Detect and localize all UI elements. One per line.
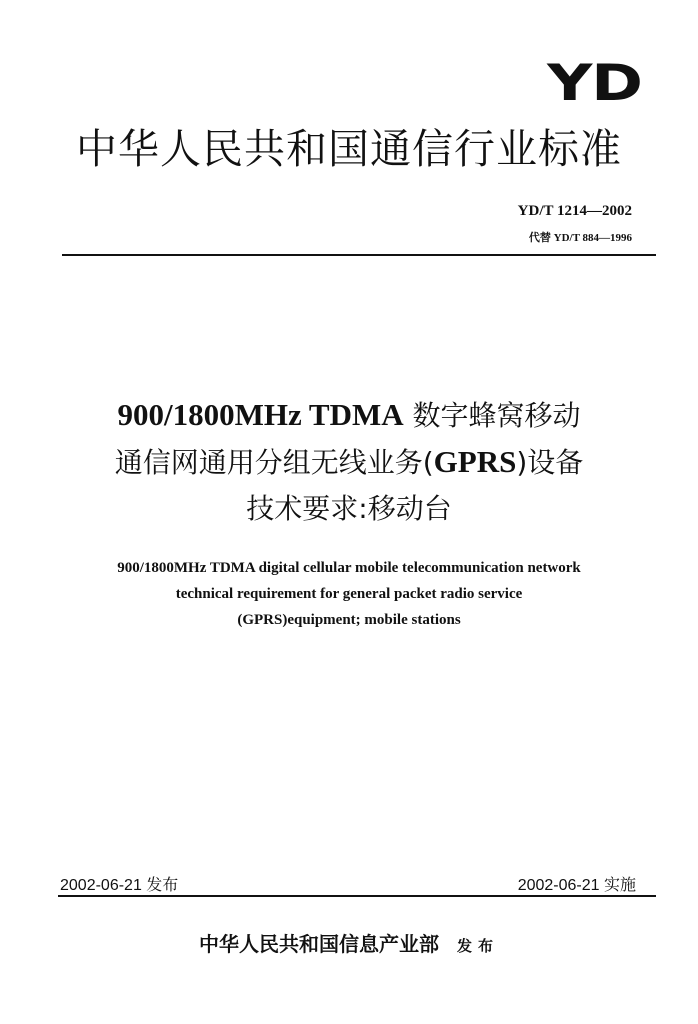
- header-divider: [62, 254, 656, 256]
- document-title-chinese: [0, 392, 698, 532]
- standard-number: YD/T 1214—2002: [517, 203, 632, 219]
- en-title-line-2: technical requirement for general packet radio service: [175, 586, 523, 602]
- publisher-name: 中华人民共和国信息产业部: [198, 932, 439, 956]
- implementation-date: 2002-06-21 实施: [517, 877, 636, 894]
- cn-title-line-1: [0, 392, 698, 439]
- en-title-line-1: 900/1800MHz TDMA digital cellular mobile telecommunication network: [117, 560, 581, 576]
- cn-title-line-2: [0, 439, 698, 486]
- document-title-english: [0, 555, 698, 633]
- cn-title-line-3: 技术要求:移动台: [246, 492, 452, 525]
- publish-action: 发布: [456, 937, 499, 955]
- replaces-standard: 代替 YD/T 884—1996: [528, 232, 632, 244]
- cn-title-line-1-text: 数字蜂窝移动: [412, 399, 581, 432]
- issue-date: 2002-06-21 发布: [60, 877, 179, 894]
- yd-logo: YD: [547, 54, 642, 112]
- publisher-line: [0, 928, 698, 957]
- standard-category-title: 中华人民共和国通信行业标准: [76, 125, 622, 173]
- cn-title-line-1-code: 900/1800MHz TDMA: [117, 397, 404, 432]
- cn-title-line-2-code: GPRS: [433, 444, 517, 479]
- footer-divider: [58, 895, 656, 897]
- cn-title-line-2-pre: 通信网通用分组无线业务(: [114, 446, 434, 479]
- cn-title-line-2-post: )设备: [516, 446, 584, 479]
- en-title-line-3: (GPRS)equipment; mobile stations: [237, 612, 461, 628]
